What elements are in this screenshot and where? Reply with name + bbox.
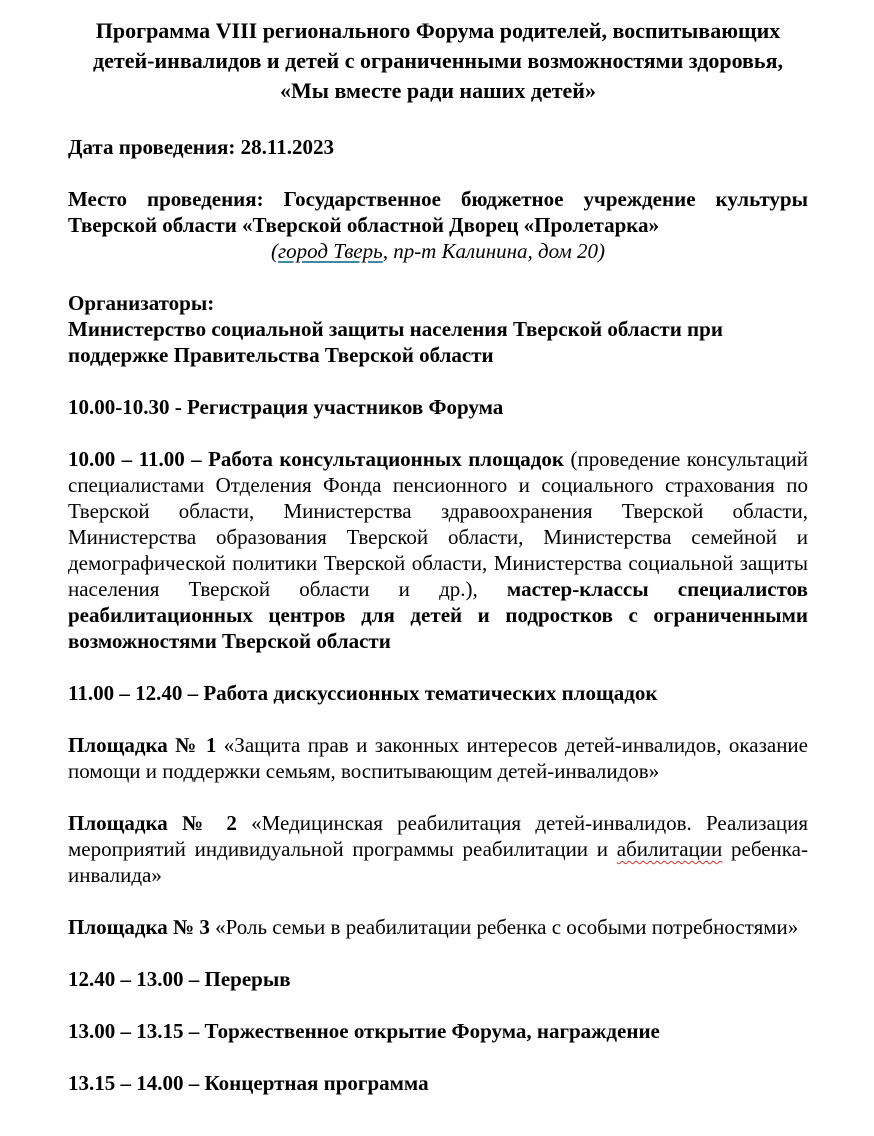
- organizers-section: [68, 290, 808, 368]
- address-open-paren: (: [270, 239, 278, 263]
- venue-paragraph: Место проведения: Государственное бюджетное учреждение культуры Тверской области «Тверской областной Дворец «Пролетарка»: [68, 187, 808, 237]
- venue-2-label: Площадка № 2: [68, 811, 252, 835]
- address-city-underlined: город Тверь: [277, 239, 383, 263]
- agenda-registration: 10.00-10.30 - Регистрация участников Форума: [68, 395, 504, 419]
- venue-2-topic-end: ребенка-инвалида»: [68, 837, 808, 887]
- consultations-details: (проведение консультаций специалистами Отделения Фонда пенсионного и социального страхования по Тверской области, Министерства здравоохранения Тверской области, Министерства образования Тверской области, Министерства семейной и демографической политики Тверской области, Министерства социальной защиты населения Тверской области и др.),: [68, 447, 808, 601]
- agenda-venue-3: [68, 914, 808, 940]
- agenda-concert: 13.15 – 14.00 – Концертная программа: [68, 1071, 429, 1095]
- title-line-1: Программа VIII регионального Форума родителей, воспитывающих: [95, 18, 781, 43]
- organizers-heading: Организаторы:: [68, 291, 215, 315]
- agenda-discussions: 11.00 – 12.40 – Работа дискуссионных тематических площадок: [68, 681, 658, 705]
- venue-3-label: Площадка № 3: [68, 915, 216, 939]
- agenda-break: 12.40 – 13.00 – Перерыв: [68, 967, 291, 991]
- agenda-opening: 13.00 – 13.15 – Торжественное открытие Форума, награждение: [68, 1019, 660, 1043]
- agenda-venue-1: [68, 732, 808, 784]
- organizers-body: Министерство социальной защиты населения Тверской области при поддержке Правительства Тверской области: [68, 317, 723, 367]
- venue-address: [68, 238, 808, 264]
- venue-2-topic-start: «Медицинская реабилитация детей-инвалидов. Реализация мероприятий индивидуальной программы реабилитации и: [68, 811, 808, 861]
- title-line-3: «Мы вместе ради наших детей»: [280, 78, 596, 103]
- document-title: [68, 16, 808, 106]
- consultations-masterclass: мастер-классы специалистов реабилитационных центров для детей и подростков с ограниченными возможностями Тверской области: [68, 577, 808, 653]
- venue-1-topic: «Защита прав и законных интересов детей-инвалидов, оказание помощи и поддержки семьям, воспитывающим детей-инвалидов»: [68, 733, 808, 783]
- address-street: , пр-т Калинина, дом 20): [382, 239, 606, 263]
- agenda-venue-2: [68, 810, 808, 888]
- venue-1-label: Площадка № 1: [68, 733, 224, 757]
- title-line-2: детей-инвалидов и детей с ограниченными возможностями здоровья,: [93, 48, 783, 73]
- agenda-consultations: [68, 446, 808, 654]
- venue-2-spellcheck-word: абилитации: [616, 837, 723, 861]
- event-date: Дата проведения: 28.11.2023: [68, 135, 334, 159]
- consultations-time-title: 10.00 – 11.00 – Работа консультационных площадок: [68, 447, 571, 471]
- venue-3-topic: «Роль семьи в реабилитации ребенка с особыми потребностями»: [215, 915, 799, 939]
